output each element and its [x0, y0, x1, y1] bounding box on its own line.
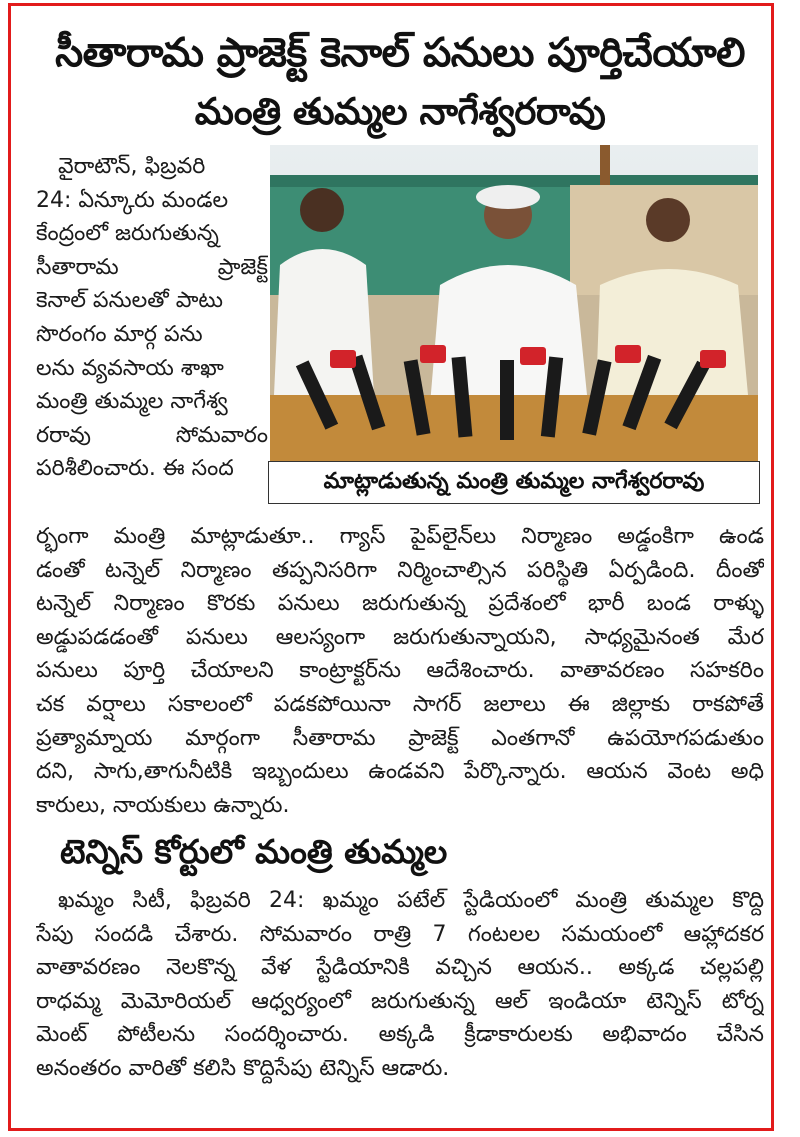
article-line: దని, సాగు,తాగునీటికి ఇబ్బందులు ఉండవని పేర్కొన్నారు. ఆయన వెంట అధి [36, 759, 764, 785]
article-line: వైరాటౌన్, ఫిబ్రవరి [58, 154, 206, 179]
article-line: లను వ్యవసాయ శాఖా [36, 355, 224, 381]
article-line: టన్నెల్ నిర్మాణం కొరకు పనులు జరుగుతున్న ప్రదేశంలో భారీ బండ రాళ్ళు [36, 591, 764, 617]
article-line: డంతో టన్నెల్ నిర్మాణం తప్పనిసరిగా నిర్మించాల్సిన పరిస్థితి ఏర్పడింది. దీంతో [36, 557, 764, 583]
article-line: పరిశీలించారు. ఈ సంద [36, 456, 234, 482]
second-article-body [36, 884, 764, 1086]
article-line: వాతావరణం నెలకొన్న వేళ స్టేడియానికి వచ్చిన ఆయన.. అక్కడ చల్లపల్లి [36, 955, 764, 981]
article-line: ఖమ్మం సిటీ, ఫిబ్రవరి 24: ఖమ్మం పటేల్ స్టేడియంలో మంత్రి తుమ్మల కొద్ది [58, 888, 764, 913]
news-photo [270, 145, 758, 461]
news-photo-image [270, 145, 758, 461]
article-line: కెనాల్ పనులతో పాటు [36, 288, 223, 314]
photo-caption: మాట్లాడుతున్న మంత్రి తుమ్మల నాగేశ్వరరావు [268, 461, 760, 504]
article-column [36, 150, 268, 486]
article-line: మెంట్ పోటీలను సందర్శించారు. అక్కడి క్రీడాకారులకు అభివాదం చేసిన [36, 1022, 764, 1048]
article-line: కారులు, నాయకులు ఉన్నారు. [36, 792, 290, 818]
article-line: ర్భంగా మంత్రి మాట్లాడుతూ.. గ్యాస్ పైప్‌లైన్‌లు నిర్మాణం అడ్డంకిగా ఉండ [36, 524, 764, 549]
headline: సీతారామ ప్రాజెక్ట్ కెనాల్ పనులు పూర్తిచేయాలి [55, 30, 745, 76]
article-continued [36, 520, 764, 822]
article-line: చక వర్షాలు సకాలంలో పడకపోయినా సాగర్ జలాలు ఈ జిల్లాకు రాకపోతే [36, 691, 764, 717]
article-line: కేంద్రంలో జరుగుతున్న [36, 221, 219, 247]
second-article-heading: టెన్నిస్ కోర్టులో మంత్రి తుమ్మల [60, 832, 448, 871]
article-line: అడ్డుపడడంతో పనులు ఆలస్యంగా జరుగుతున్నాయని, సాధ్యమైనంత మేర [36, 624, 764, 650]
article-line: రరావు సోమవారం [36, 422, 268, 448]
article-line: పనులు పూర్తి చేయాలని కాంట్రాక్టర్‌ను ఆదేశించారు. వాతావరణం సహకరిం [36, 658, 764, 684]
article-line: మంత్రి తుమ్మల నాగేశ్వ [36, 389, 228, 415]
article-line: 24: ఏన్కూరు మండల [36, 187, 229, 213]
sub-headline: మంత్రి తుమ్మల నాగేశ్వరరావు [194, 90, 606, 133]
article-line: సొరంగం మార్గ పను [36, 321, 203, 347]
article-line: రాధమ్మ మెమోరియల్ ఆధ్వర్యంలో జరుగుతున్న ఆల్ ఇండియా టెన్నిస్ టోర్న [36, 988, 764, 1014]
article-line: సేపు సందడి చేశారు. సోమవారం రాత్రి 7 గంటలల సమయంలో ఆహ్లాదకర [36, 921, 764, 947]
article-line: ప్రత్యామ్నాయ మార్గంగా సీతారామ ప్రాజెక్ట్ ఎంతగానో ఉపయోగపడుతుం [36, 725, 764, 751]
article-line: సీతారామ ప్రాజెక్ట్ [36, 254, 268, 280]
article-line: అనంతరం వారితో కలిసి కొద్దిసేపు టెన్నిస్ ఆడారు. [36, 1055, 450, 1081]
